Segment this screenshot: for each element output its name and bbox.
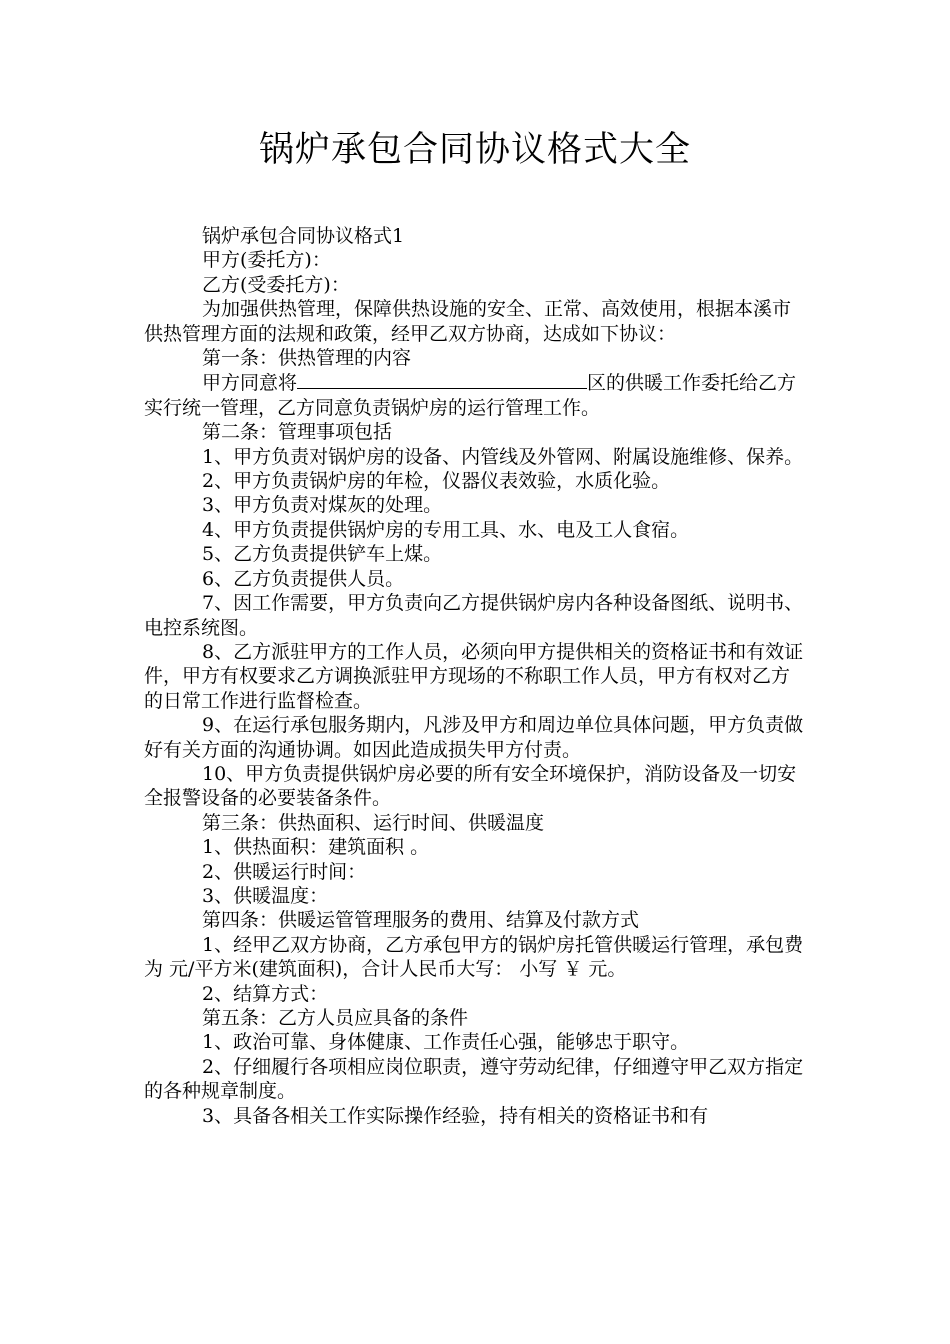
article-2-item-1: 1、甲方负责对锅炉房的设备、内管线及外管网、附属设施维修、保养。 (202, 445, 804, 468)
article-3-item-1: 1、供热面积：建筑面积 。 (202, 836, 430, 859)
article-2-item-3: 3、甲方负责对煤灰的处理。 (202, 494, 443, 517)
clause-post-text: 区的供暖工作委托给乙方实行统一管理，乙方同意负责锅炉房的运行管理工作。 (144, 372, 797, 419)
article-3-item-3: 3、供暖温度： (202, 884, 329, 907)
article-4-item-1: 1、经甲乙双方协商，乙方承包甲方的锅炉房托管供暖运行管理，承包费为 元/平方米(建筑面积)，合计人民币大写： 小写 ￥ 元。 (144, 933, 804, 981)
party-b-line: 乙方(受委托方)： (202, 273, 350, 296)
article-5-heading: 第五条：乙方人员应具备的条件 (202, 1007, 469, 1029)
article-2-item-4: 4、甲方负责提供锅炉房的专用工具、水、电及工人食宿。 (202, 518, 690, 541)
article-4-item-2: 2、结算方式： (202, 982, 329, 1005)
article-5-item-1: 1、政治可靠、身体健康、工作责任心强，能够忠于职守。 (202, 1031, 690, 1054)
article-3-item-2: 2、供暖运行时间： (202, 860, 367, 883)
article-2-item-5: 5、乙方负责提供铲车上煤。 (202, 543, 443, 566)
party-a-line: 甲方(委托方)： (202, 249, 331, 272)
fill-in-blank (297, 370, 587, 389)
article-2-item-9: 9、在运行承包服务期内，凡涉及甲方和周边单位具体问题，甲方负责做好有关方面的沟通协调。如因此造成损失甲方付责。 (144, 714, 804, 761)
article-4-heading: 第四条：供暖运管管理服务的费用、结算及付款方式 (202, 909, 640, 932)
article-5-item-2: 2、仔细履行各项相应岗位职责，遵守劳动纪律，仔细遵守甲乙双方指定的各种规章制度。 (144, 1055, 804, 1103)
document-body (144, 224, 806, 1128)
article-2-item-10: 10、甲方负责提供锅炉房必要的所有安全环境保护，消防设备及一切安全报警设备的必要装备条件。 (144, 762, 797, 810)
preamble-paragraph: 为加强供热管理，保障供热设施的安全、正常、高效使用，根据本溪市供热管理方面的法规和政策，经甲乙双方协商，达成如下协议： (144, 298, 792, 345)
article-3-heading: 第三条：供热面积、运行时间、供暖温度 (202, 811, 545, 834)
article-2-heading: 第二条：管理事项包括 (202, 421, 393, 444)
article-2-item-2: 2、甲方负责锅炉房的年检，仪器仪表效验，水质化验。 (202, 470, 671, 493)
document-title: 锅炉承包合同协议格式大全 (258, 130, 691, 170)
article-1-clause (144, 370, 806, 420)
article-2-item-6: 6、乙方负责提供人员。 (202, 567, 405, 590)
clause-pre-text: 甲方同意将 (202, 372, 298, 395)
paragraph-heading-1: 锅炉承包合同协议格式1 (202, 225, 405, 247)
article-2-item-8: 8、乙方派驻甲方的工作人员，必须向甲方提供相关的资格证书和有效证件，甲方有权要求乙方调换派驻甲方现场的不称职工作人员，甲方有权对乙方的日常工作进行监督检查。 (144, 640, 804, 712)
article-2-item-7: 7、因工作需要，甲方负责向乙方提供锅炉房内各种设备图纸、说明书、电控系统图。 (144, 592, 804, 639)
article-5-item-3: 3、具备各相关工作实际操作经验，持有相关的资格证书和有 (202, 1104, 709, 1127)
article-1-heading: 第一条：供热管理的内容 (202, 347, 412, 370)
